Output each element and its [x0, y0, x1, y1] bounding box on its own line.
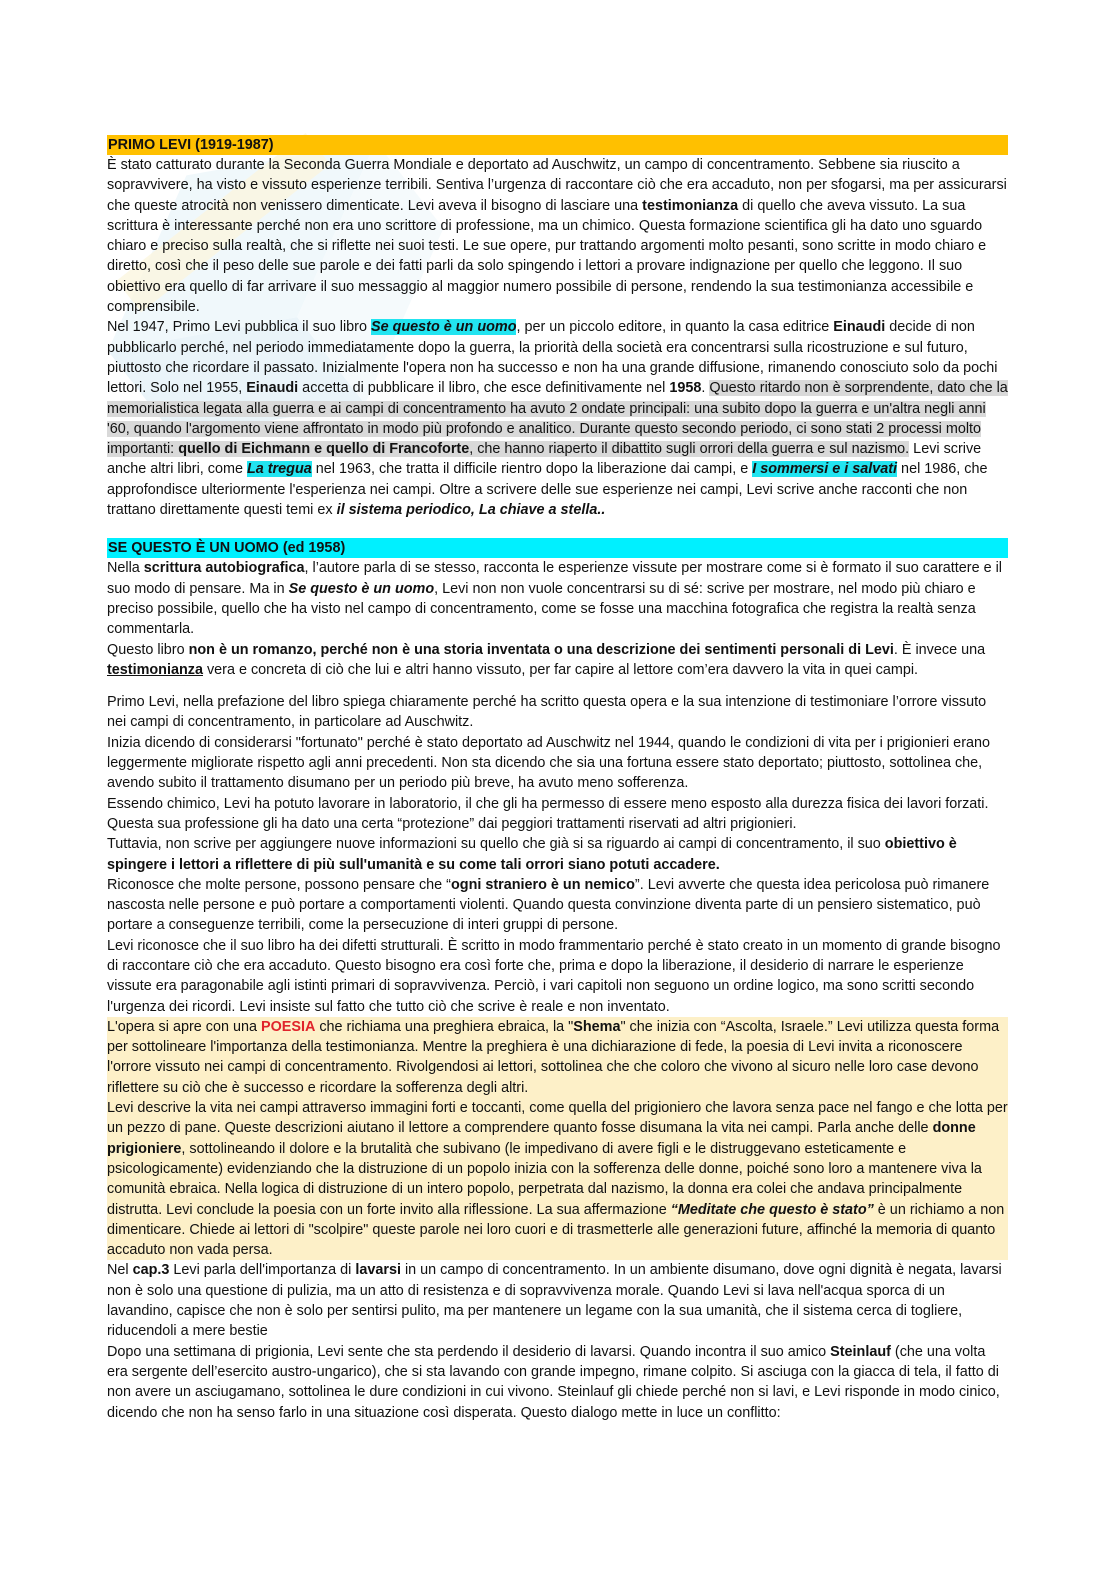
paragraph-poesia: L'opera si apre con una POESIA che richiama una preghiera ebraica, la "Shema" che inizia con “Ascolta, Israele.” Levi utilizza questa forma per sottolineare l'importanza della testimonianza. Mentre la preghiera è una dichiarazione di fede, la poesia di Levi invita a riconoscere l'orrore vissuto nei campi di concentramento. Rivolgendosi ai lettori, sottolinea che che coloro che vivono al sicuro nelle loro case devono riflettere su ciò che è successo e ricordare la sofferenza degli altri.	[107, 1018, 1000, 1096]
paragraph-camp-life: Levi descrive la vita nei campi attraverso immagini forti e toccanti, come quella del prigioniero che lavora senza pace nel fango e che lotta per un pezzo di pane. Queste descrizioni aiutano il lettore a comprendere quanto fosse disumana la vita nei campi. Parla anche delle donne prigioniere, sottolineando il dolore e la brutalità che subivano (le impedivano di avere figli e le distruggevano esteticamente e psicologicamente) evidenziando che la distruzione di un popolo inizia con la sofferenza delle donne, poiché sono loro a mantenere viva la comunità ebraica. Nella logica di distruzione di un intero popolo, perpetrata dal nazismo, la donna era colei che andava principalmente distrutta. Levi conclude la poesia con un forte invito alla riflessione. La sua affermazione “Meditate che questo è stato” è un richiamo a non dimenticare. Chiede ai lettori di "scolpire" queste parole nei loro cuori e di trasmetterle alle generazioni future, affinché la memoria di quanto accaduto non vada persa.	[107, 1100, 1008, 1259]
section-title-primo-levi: PRIMO LEVI (1919-1987)	[107, 135, 1008, 155]
paragraph-not-novel: Questo libro non è un romanzo, perché non è una storia inventata o una descrizione dei sentimenti personali di Levi. È invece una testimonianza vera e concreta di ciò che lui e altri hanno vissuto, per far capire al lettore com’era davvero la vita in quei campi.	[107, 641, 986, 678]
paragraph-publication: Nel 1947, Primo Levi pubblica il suo libro Se questo è un uomo, per un piccolo editore, in quanto la casa editrice Einaudi decide di non pubblicarlo perché, nel periodo immediatamente dopo la guerra, la priorità della società era concentrarsi sulla ricostruzione e sul futuro, piuttosto che ricordare il passato. Inizialmente l'opera non ha successo e non ha una grande diffusione, rimanendo conosciuto solo da pochi lettori. Solo nel 1955, Einaudi accetta di pubblicare il libro, che esce definitivamente nel 1958. Questo ritardo non è sorprendente, dato che la memorialistica legata alla guerra e ai campi di concentramento ha avuto 2 ondate principali: una subito dopo la guerra e un'altra negli anni '60, quando l'argomento viene affrontato in modo più profondo e analitico. Durante questo secondo periodo, ci sono stati 2 processi molto importanti: quello di Eichmann e quello di Francoforte, che hanno riaperto il dibattito sugli orrori della guerra e sul nazismo. Levi scrive anche altri libri, come La tregua nel 1963, che tratta il difficile rientro dopo la liberazione dai campi, e I sommersi e i salvati nel 1986, che approfondisce ulteriormente l'esperienza nei campi. Oltre a scrivere delle sue esperienze nei campi, Levi scrive anche racconti che non trattano direttamente questi temi ex il sistema periodico, La chiave a stella..	[107, 319, 1008, 519]
paragraph-chapter-3: Nel cap.3 Levi parla dell'importanza di lavarsi in un campo di concentramento. In un ambiente disumano, dove ogni dignità è negata, lavarsi non è solo una questione di pulizia, ma un atto di resistenza e di sopravvivenza morale. Quando Levi si lava nell'acqua sporca di un lavandino, capisce che non è solo per sentirsi pulito, ma per mantenere un legame con la sua umanità, che il sistema cerca di togliere, riducendoli a mere bestie	[107, 1262, 1002, 1340]
gray-highlight: Questo ritardo non è sorprendente, dato che la memorialistica legata alla guerra e ai campi di concentramento ha avuto 2 ondate principali: una subito dopo la guerra e un'altra negli anni '60, quando l'argomento viene affrontato in modo più profondo e analitico. Durante questo secondo periodo, ci sono stati 2 processi molto importanti: quello di Eichmann e quello di Francoforte, che hanno riaperto il dibattito sugli orrori della guerra e sul nazismo.	[107, 380, 1008, 458]
paragraph-structure: Levi riconosce che il suo libro ha dei difetti strutturali. È scritto in modo frammentario perché è stato creato in un momento di grande bisogno di raccontare ciò che era accaduto. Questo bisogno era così forte che, prima e dopo la liberazione, il desiderio di narrare le esperienze vissute era paragonabile agli istinti primari di sopravvivenza. Perciò, i vari capitoli non seguono un ordine logico, ma sono scritti secondo l'urgenza dei ricordi. Levi insiste sul fatto che tutto ciò che scrive è reale e non inventato.	[107, 937, 1001, 1015]
book-title-highlight: La tregua	[246, 461, 312, 478]
poetry-block	[107, 1017, 1008, 1261]
paragraph-fortunate: Inizia dicendo di considerarsi "fortunato" perché è stato deportato ad Auschwitz nel 1944, quando le condizioni di vita per i prigionieri erano leggermente migliorate rispetto agli anni precedenti. Non sta dicendo che sia una fortuna essere stato deportato; piuttosto, sottolinea che, avendo subito il trattamento disumano per un periodo più breve, ha avuto meno sofferenza.	[107, 734, 990, 792]
paragraph-stranger: Riconosce che molte persone, possono pensare che “ogni straniero è un nemico”. Levi avverte che questa idea pericolosa può rimanere nascosta nelle persone e può portare a comportamenti violenti. Quando questa convinzione diventa parte di un pensiero sistematico, può portare a conseguenze terribili, come la persecuzione di interi gruppi di persone.	[107, 876, 990, 934]
document-page	[107, 135, 1008, 1423]
section-title-se-questo: SE QUESTO È UN UOMO (ed 1958)	[107, 538, 1008, 558]
book-title-highlight: Se questo è un uomo	[370, 319, 517, 336]
paragraph-chemist: Essendo chimico, Levi ha potuto lavorare in laboratorio, il che gli ha permesso di essere meno esposto alla durezza fisica dei lavori forzati. Questa sua professione gli ha dato una certa “protezione” dai peggiori trattamenti riservati ad altri prigionieri.	[107, 795, 989, 832]
paragraph-biography: È stato catturato durante la Seconda Guerra Mondiale e deportato ad Auschwitz, un campo di concentramento. Sebbene sia riuscito a sopravvivere, ha visto e vissuto esperienze terribili. Sentiva l’urgenza di raccontare ciò che era accaduto, non per sfogarsi, ma per assicurarsi che queste atrocità non venissero dimenticate. Levi aveva il bisogno di lasciare una testimonianza di quello che aveva vissuto. La sua scrittura è interessante perché non era uno scrittore di professione, ma un chimico. Questa formazione scientifica gli ha dato uno sguardo chiaro e preciso sulla realtà, che si riflette nei suoi testi. Le sue opere, pur trattando argomenti molto pesanti, sono scritte in modo chiaro e diretto, così che il peso delle sue parole e dei fatti parli da solo spingendo i lettori a provare indignazione per quello che leggono. Il suo obiettivo era quello di far arrivare il suo messaggio al maggior numero possibile di persone, rendendo la sua testimonianza accessibile e comprensibile.	[107, 157, 1007, 316]
book-title-highlight: I sommersi e i salvati	[752, 461, 898, 478]
paragraph-preface: Primo Levi, nella prefazione del libro spiega chiaramente perché ha scritto questa opera e la sua intenzione di testimoniare l’orrore vissuto nei campi di concentramento, in particolare ad Auschwitz.	[107, 694, 987, 731]
paragraph-autobiography: Nella scrittura autobiografica, l’autore parla di se stesso, racconta le esperienze vissute per mostrare come si è formato il suo carattere e il suo modo di pensare. Ma in Se questo è un uomo, Levi non non vuole concentrarsi su di sé: scrive per mostrare, nel modo più chiaro e preciso possibile, quello che ha visto nel campo di concentramento, come se fosse una macchina fotografica che registra la realtà senza commentarla.	[107, 560, 1002, 638]
paragraph-objective: Tuttavia, non scrive per aggiungere nuove informazioni su quello che già si sa riguardo ai campi di concentramento, il suo obiettivo è spingere i lettori a riflettere di più sull'umanità e su come tali orrori siano potuti accadere.	[107, 836, 957, 873]
paragraph-steinlauf: Dopo una settimana di prigionia, Levi sente che sta perdendo il desiderio di lavarsi. Quando incontra il suo amico Steinlauf (che una volta era sergente dell’esercito austro-ungarico), che si sta lavando con grande impegno, rimane colpito. Si asciuga con la giacca di tela, il fatto di non avere un asciugamano, sottolinea le dure condizioni in cui vivono. Steinlauf gli chiede perché non si lavi, e Levi risponde in modo cinico, dicendo che non ha senso farlo in una situazione così disperata. Questo dialogo mette in luce un conflitto:	[107, 1343, 1000, 1421]
